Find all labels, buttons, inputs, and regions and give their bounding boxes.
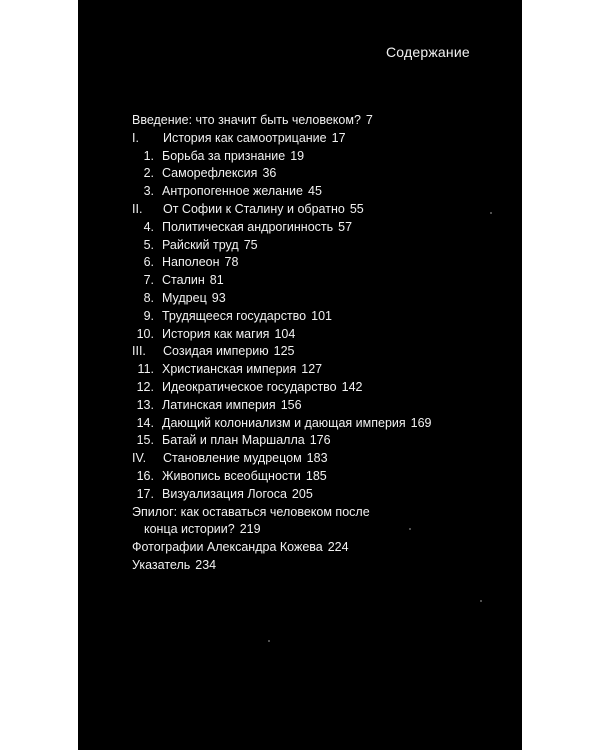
toc-chapter <box>132 397 512 415</box>
toc-entry-page: 185 <box>305 468 327 483</box>
toc-part-number: III. <box>132 344 146 359</box>
toc-entry-title: Эпилог: как оставаться человеком после <box>132 504 370 519</box>
toc-entry-title: Введение: что значит быть человеком? <box>132 113 361 127</box>
table-of-contents <box>132 112 512 575</box>
toc-chapter <box>132 308 512 326</box>
toc-chapter-number: 9. <box>143 308 154 323</box>
toc-part <box>132 130 512 148</box>
toc-entry-page: 169 <box>410 415 432 430</box>
toc-entry-page: 156 <box>280 397 302 412</box>
toc-chapter <box>132 237 512 255</box>
toc-chapter-number: 15. <box>136 433 154 448</box>
toc-entry <box>132 112 512 130</box>
toc-chapter <box>132 290 512 308</box>
toc-chapter-number: 10. <box>136 326 154 341</box>
toc-chapter <box>132 486 512 504</box>
toc-entry-page: 17 <box>331 130 346 145</box>
toc-chapter-number: 8. <box>143 290 154 305</box>
toc-entry <box>132 539 512 557</box>
toc-entry-continuation <box>132 521 512 539</box>
toc-chapter-title: Мудрец <box>162 290 207 305</box>
toc-chapter-number: 17. <box>136 486 154 501</box>
toc-chapter-number: 6. <box>143 255 154 270</box>
toc-entry-page: 234 <box>195 557 217 572</box>
toc-entry-title: Указатель <box>132 557 191 572</box>
toc-entry-page: 224 <box>327 540 349 555</box>
toc-part-title: От Софии к Сталину и обратно <box>163 201 345 216</box>
toc-chapter-number: 3. <box>143 184 154 199</box>
toc-chapter-number: 7. <box>143 273 154 288</box>
toc-chapter-number: 16. <box>136 468 154 483</box>
toc-chapter-title: Саморефлексия <box>162 166 258 181</box>
toc-entry <box>132 557 512 575</box>
toc-entry-page: 125 <box>273 344 295 359</box>
toc-chapter-title: Живопись всеобщности <box>162 468 301 483</box>
toc-entry-page: 219 <box>239 522 261 537</box>
toc-part-number: IV. <box>132 451 147 466</box>
scan-speck <box>490 212 492 214</box>
toc-chapter-title: Борьба за признание <box>162 148 286 163</box>
toc-chapter <box>132 148 512 166</box>
toc-chapter-title: Наполеон <box>162 255 220 270</box>
toc-entry-title: конца истории? <box>144 522 235 537</box>
toc-part <box>132 343 512 361</box>
toc-part-title: Созидая империю <box>163 344 269 359</box>
toc-chapter-number: 1. <box>143 148 154 163</box>
scan-speck <box>480 600 482 602</box>
toc-chapter <box>132 432 512 450</box>
toc-chapter-title: Христианская империя <box>162 362 297 377</box>
toc-chapter-number: 2. <box>143 166 154 181</box>
book-page <box>78 0 522 750</box>
toc-chapter <box>132 254 512 272</box>
toc-entry-page: 19 <box>290 148 305 163</box>
toc-chapter-number: 11. <box>137 362 154 377</box>
toc-chapter-number: 12. <box>136 379 154 394</box>
toc-chapter-title: История как магия <box>162 326 270 341</box>
toc-chapter <box>132 326 512 344</box>
toc-part <box>132 450 512 468</box>
toc-chapter <box>132 165 512 183</box>
toc-entry-page: 7 <box>365 113 373 127</box>
toc-entry-page: 78 <box>224 255 239 270</box>
toc-chapter <box>132 379 512 397</box>
scan-speck <box>409 528 411 530</box>
toc-part <box>132 201 512 219</box>
toc-chapter <box>132 415 512 433</box>
toc-chapter-number: 5. <box>143 237 154 252</box>
toc-chapter-title: Идеократическое государство <box>162 379 337 394</box>
toc-chapter-title: Райский труд <box>162 237 239 252</box>
toc-chapter-number: 14. <box>136 415 154 430</box>
toc-part-title: Становление мудрецом <box>163 451 302 466</box>
toc-entry-title: Фотографии Александра Кожева <box>132 540 323 555</box>
toc-entry-page: 57 <box>338 219 353 234</box>
toc-entry-page: 45 <box>308 184 322 199</box>
toc-entry-page: 101 <box>311 308 332 323</box>
toc-chapter <box>132 272 512 290</box>
toc-chapter-title: Визуализация Логоса <box>162 486 287 501</box>
toc-chapter <box>132 468 512 486</box>
toc-entry <box>132 504 512 522</box>
toc-entry-page: 142 <box>341 379 363 394</box>
toc-chapter-title: Антропогенное желание <box>162 184 303 199</box>
toc-chapter <box>132 219 512 237</box>
toc-entry-page: 127 <box>301 362 323 377</box>
toc-chapter <box>132 361 512 379</box>
toc-part-title: История как самоотрицание <box>163 130 327 145</box>
toc-entry-page: 205 <box>291 486 313 501</box>
toc-chapter-number: 4. <box>143 219 154 234</box>
toc-part-number: II. <box>132 201 143 216</box>
toc-chapter <box>132 183 512 201</box>
toc-part-number: I. <box>132 130 139 145</box>
toc-entry-page: 75 <box>243 237 258 252</box>
toc-entry-page: 104 <box>274 326 296 341</box>
page-title: Содержание <box>386 44 470 60</box>
toc-chapter-number: 13. <box>136 397 154 412</box>
toc-chapter-title: Трудящееся государство <box>162 308 307 323</box>
toc-entry-page: 55 <box>349 201 364 216</box>
toc-entry-page: 81 <box>209 273 224 288</box>
toc-chapter-title: Батай и план Маршалла <box>162 433 305 448</box>
toc-chapter-title: Дающий колониализм и дающая империя <box>162 415 406 430</box>
toc-entry-page: 36 <box>262 166 277 181</box>
toc-chapter-title: Сталин <box>162 273 205 288</box>
toc-chapter-title: Латинская империя <box>162 397 276 412</box>
toc-entry-page: 183 <box>306 451 328 466</box>
toc-chapter-title: Политическая андрогинность <box>162 219 334 234</box>
scan-speck <box>268 640 270 642</box>
toc-entry-page: 93 <box>211 290 226 305</box>
toc-entry-page: 176 <box>309 433 331 448</box>
